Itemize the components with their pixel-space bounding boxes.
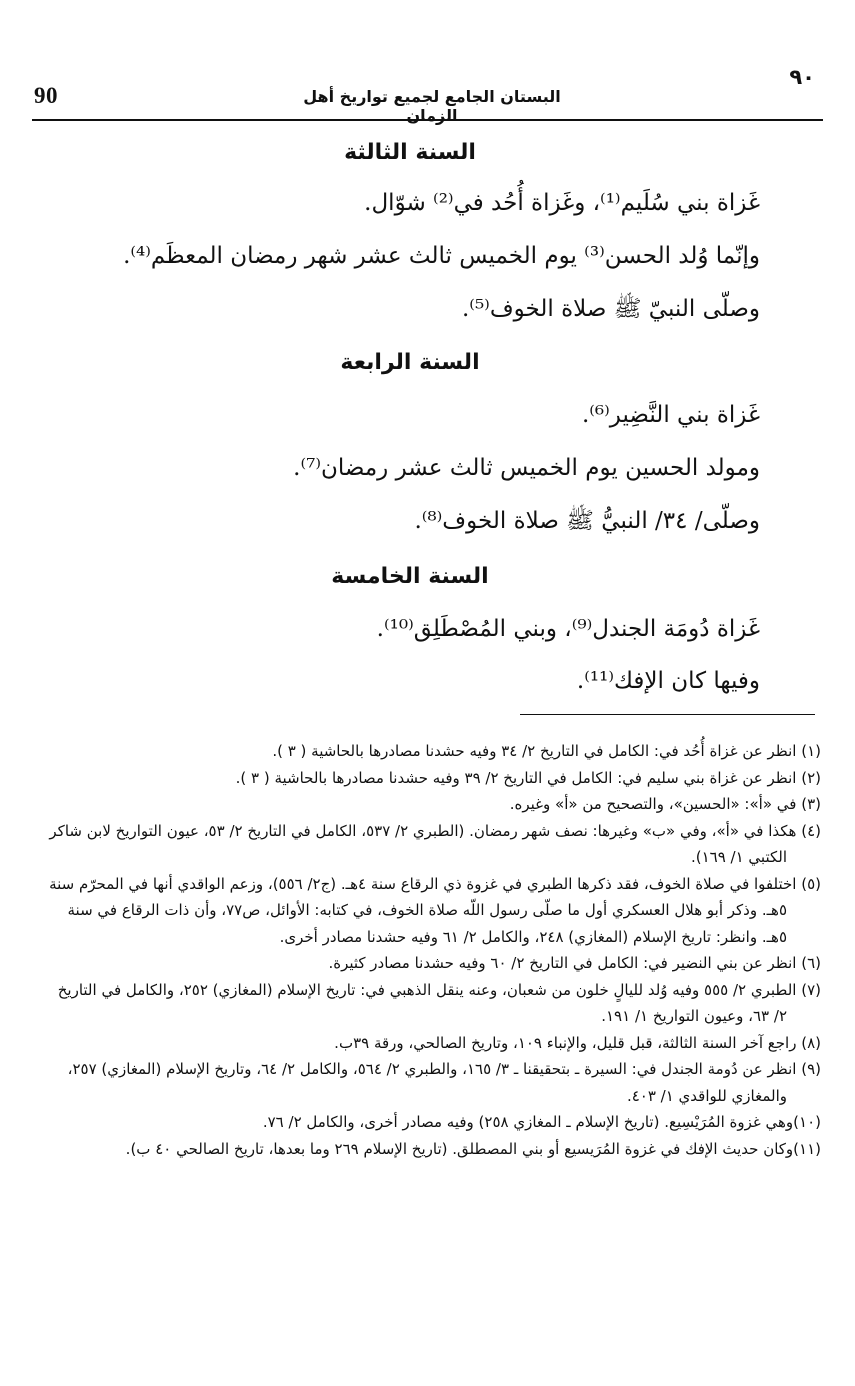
footnote-11: (١١)وكان حديث الإفك في غزوة المُرَيسيع أو بني المصطلق. (تاريخ الإسلام ٢٦٩ وما بعدها، تاريخ الصالحي ٤٠ ب). <box>125 1139 821 1158</box>
header-rule <box>32 119 823 121</box>
footnote-9: (٩) انظر عن دُومة الجندل في: السيرة ـ بتحقيقنا ـ ٣/ ١٦٥، والطبري ٢/ ٥٦٤، والكامل ٢/ ٦٤، وتاريخ الإسلام (المغازي) ٢٥٧، والمغازي للواقدي ١/ ٤٠٣. <box>67 1060 821 1105</box>
page-header <box>32 55 823 123</box>
page-number-latin: 90 <box>34 83 58 108</box>
text-line: غَزاة بني سُلَيم⁽¹⁾، وغَزاة أُحُد في⁽²⁾ شوّال. <box>364 190 760 216</box>
footnote-6: (٦) انظر عن بني النضير في: الكامل في التاريخ ٢/ ٦٠ وفيه حشدنا مصادر كثيرة. <box>328 954 821 972</box>
footnote-7: (٧) الطبري ٢/ ٥٥٥ وفيه وُلد لليالٍ خلون من شعبان، وعنه ينقل الذهبي في: تاريخ الإسلام (المغازي) ٢٥٢، والكامل في التاريخ ٢/ ٦٣، وعيون التواريخ ١/ ١٩١. <box>57 980 821 1025</box>
footnote-10: (١٠)وهي غزوة المُرَيْسِيع. (تاريخ الإسلام ـ المغازي ٢٥٨) وفيه مصادر أخرى، والكامل ٢/ ٧٦. <box>262 1113 821 1131</box>
footnote-separator <box>520 714 815 715</box>
running-title: البستان الجامع لجميع تواريخ أهل الزمان <box>303 87 561 125</box>
text-line: وفيها كان الإفك⁽¹¹⁾. <box>576 668 760 694</box>
section-heading: السنة الخامسة <box>331 564 489 589</box>
footnote-8: (٨) راجع آخر السنة الثالثة، قبل قليل، والإنباء ١٠٩، وتاريخ الصالحي، ورقة ٣٩ب. <box>334 1033 821 1052</box>
footnote-5: (٥) اختلفوا في صلاة الخوف، فقد ذكرها الطبري في غزوة ذي الرقاع سنة ٤هـ. (ج٢/ ٥٥٦)، وزعم الواقدي أنها في المحرّم سنة ٥هـ. وذكر أبو هلال العسكري أول ما صلّى رسول اللّه صلاة الخوف، في كتابه: الأوائل، ص٧٧، وأن ذات الرقاع في سنة ٥هـ. وانظر: تاريخ الإسلام (المغازي) ٢٤٨، والكامل ٢/ ٦١ وفيه حشدنا مصادر أخرى. <box>49 874 821 946</box>
footnote-3: (٣) في «أ»: «الحسين»، والتصحيح من «أ» وغيره. <box>509 795 821 813</box>
text-line: وصلّى النبيّ ﷺ صلاة الخوف⁽⁵⁾. <box>461 296 760 322</box>
text-line: غَزاة بني النَّضِير⁽⁶⁾. <box>581 402 760 428</box>
footnotes <box>40 738 821 1162</box>
text-line: وإنّما وُلد الحسن⁽³⁾ يوم الخميس ثالث عشر شهر رمضان المعظَم⁽⁴⁾. <box>123 243 760 269</box>
section-heading: السنة الرابعة <box>340 350 480 375</box>
section-heading: السنة الثالثة <box>344 140 476 165</box>
page-number-arabic: ٩٠ <box>789 65 815 89</box>
text-line: غَزاة دُومَة الجندل⁽⁹⁾، وبني المُصْطَلِق⁽¹⁰⁾. <box>376 616 760 642</box>
footnote-4: (٤) هكذا في «أ»، وفي «ب» وغيرها: نصف شهر رمضان. (الطبري ٢/ ٥٣٧، الكامل في التاريخ ٢/ ٥٣، عيون التواريخ لابن شاكر الكتبي ١/ ١٦٩). <box>49 821 821 866</box>
text-line: وصلّى/ ٣٤/ النبيُّ ﷺ صلاة الخوف⁽⁸⁾. <box>414 508 760 534</box>
footnote-1: (١) انظر عن غزاة أُحُد في: الكامل في التاريخ ٢/ ٣٤ وفيه حشدنا مصادرها بالحاشية ( ٣ ). <box>272 742 821 760</box>
text-line: ومولد الحسين يوم الخميس ثالث عشر رمضان⁽⁷⁾. <box>293 455 760 481</box>
footnote-2: (٢) انظر عن غزاة بني سليم في: الكامل في التاريخ ٢/ ٣٩ وفيه حشدنا مصادرها بالحاشية ( ٣ ). <box>235 768 821 787</box>
